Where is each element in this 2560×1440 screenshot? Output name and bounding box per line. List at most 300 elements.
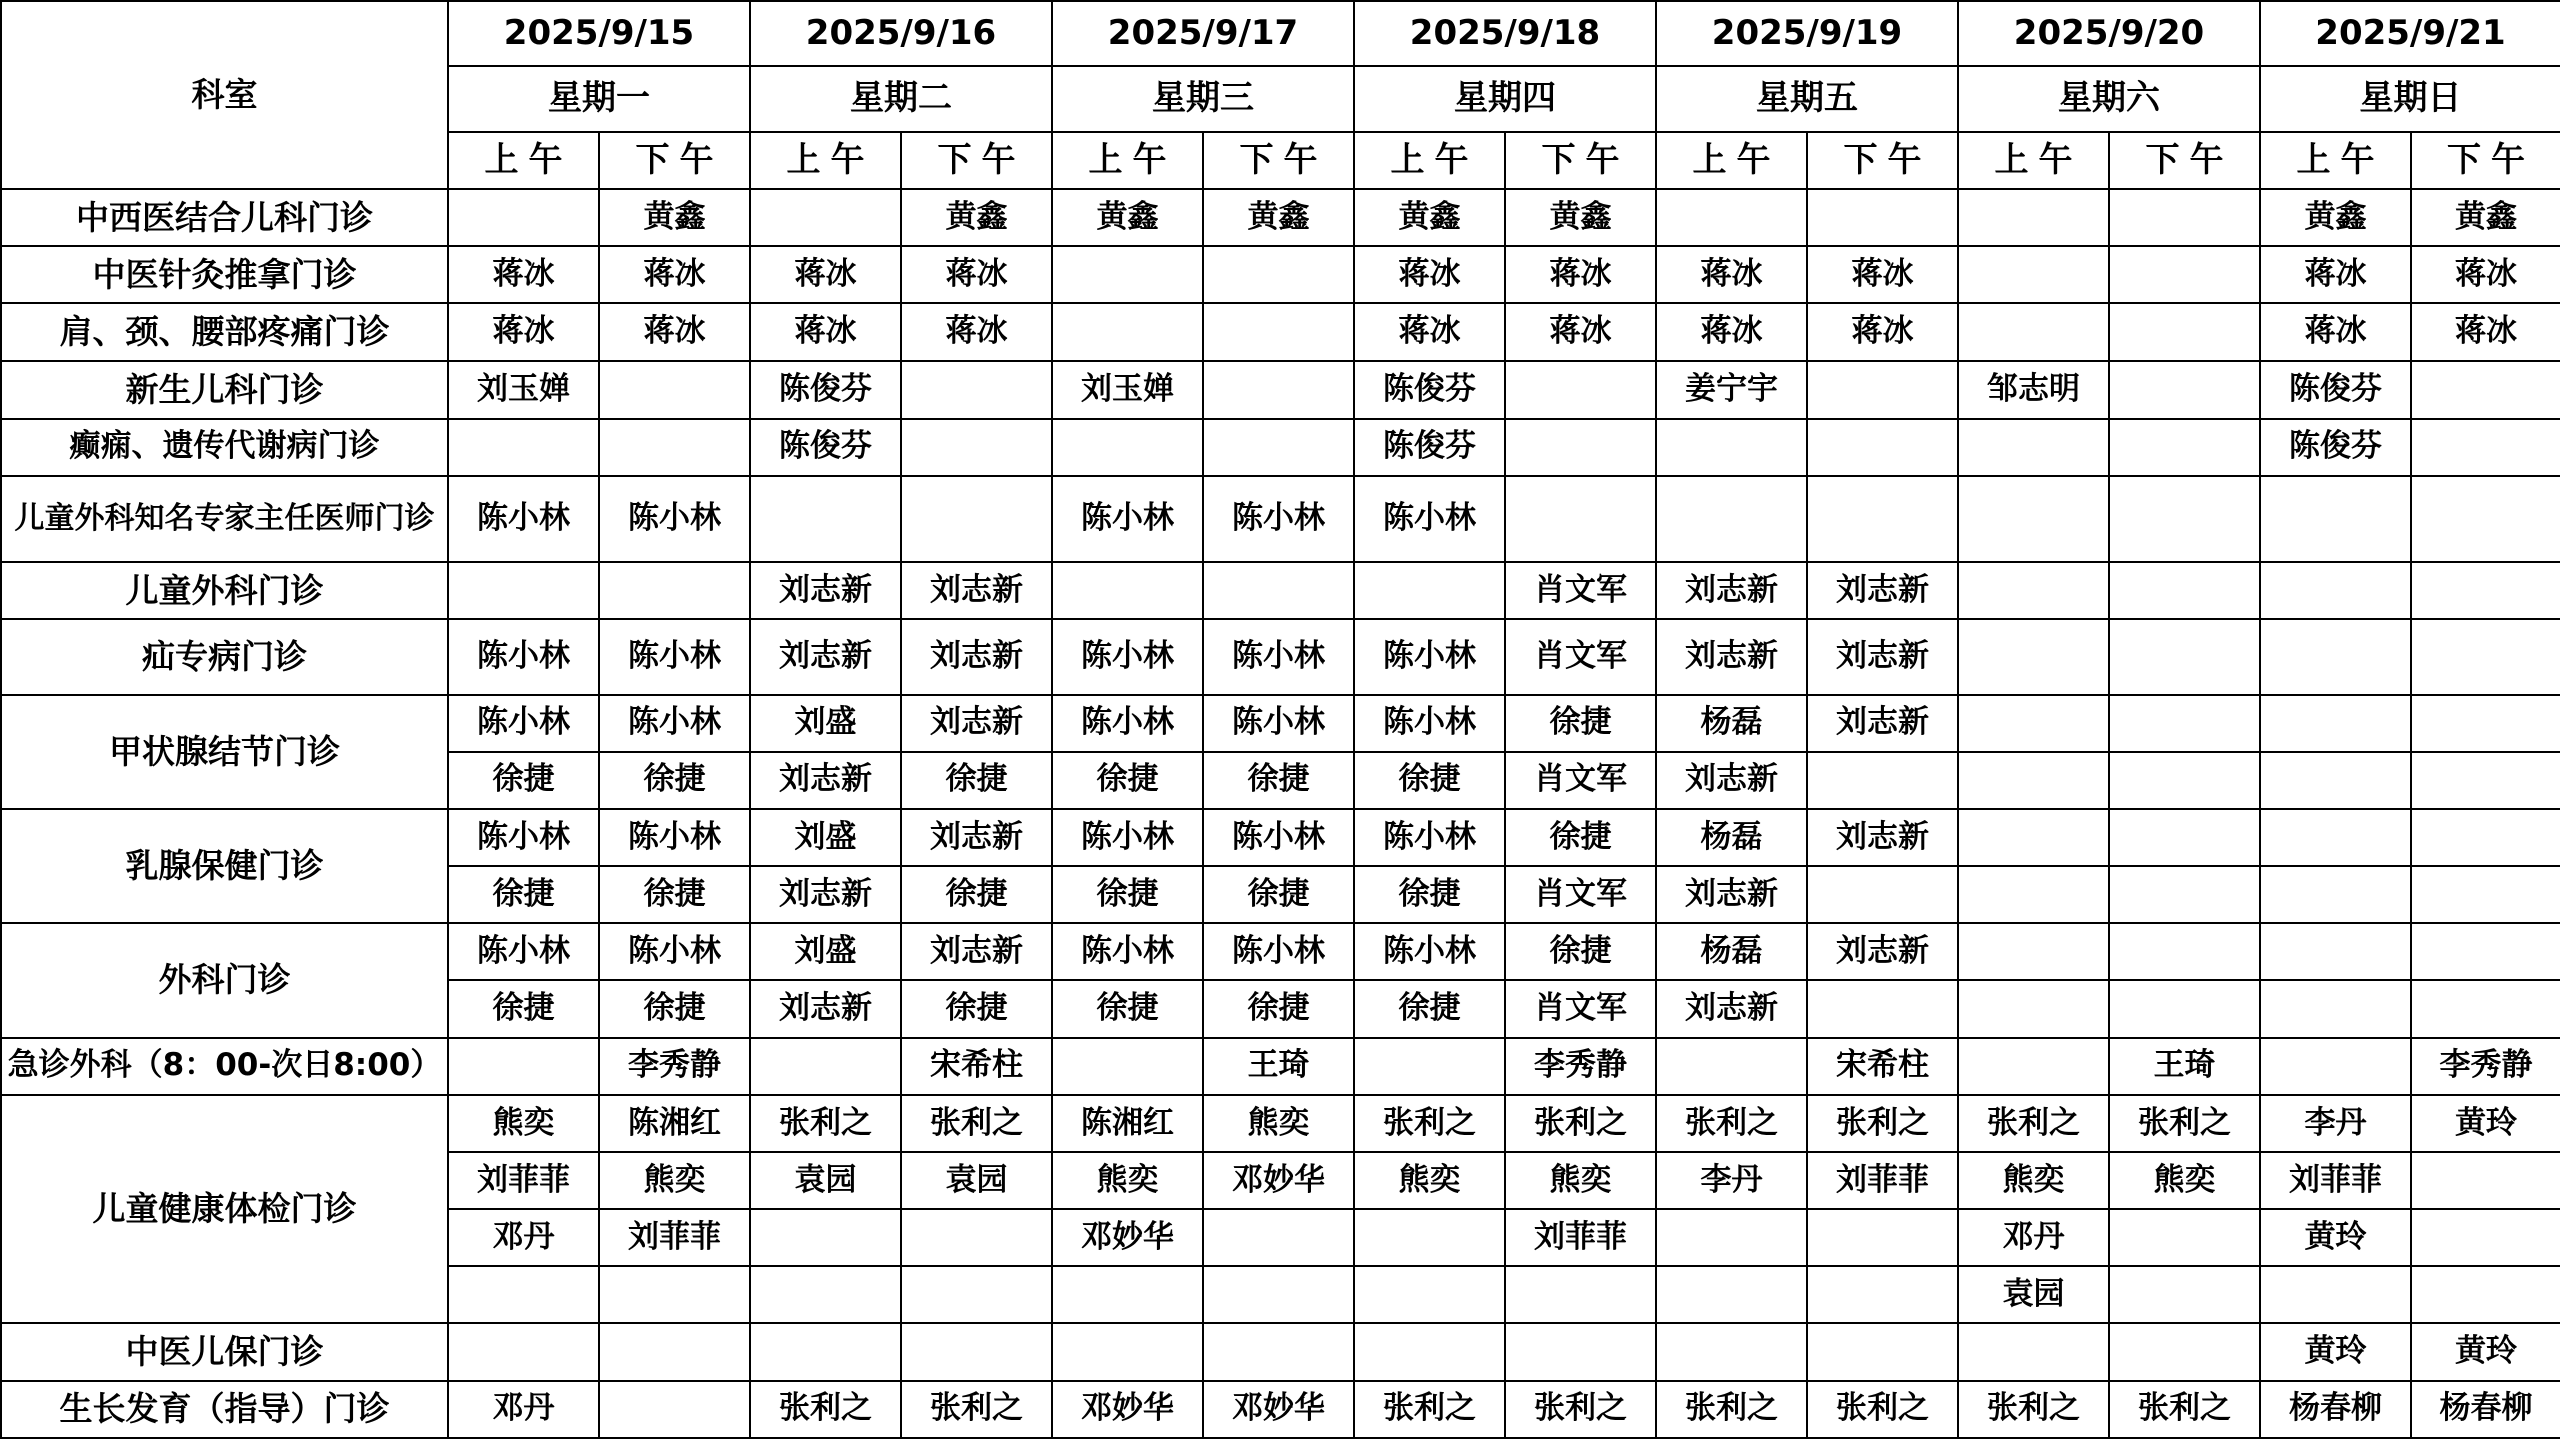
doctor-cell-am: 陈小林 — [1354, 923, 1505, 980]
doctor-cell-am — [1656, 419, 1807, 476]
weekday-header: 星期五 — [1656, 66, 1958, 132]
doctor-cell-pm — [2109, 866, 2260, 923]
doctor-cell-pm: 刘志新 — [1807, 562, 1958, 619]
doctor-cell-am — [2260, 809, 2411, 866]
department-name: 乳腺保健门诊 — [1, 809, 448, 923]
doctor-cell-pm: 肖文军 — [1505, 866, 1656, 923]
doctor-cell-am: 蒋冰 — [2260, 303, 2411, 360]
doctor-cell-pm: 刘志新 — [1807, 695, 1958, 752]
doctor-cell-am: 刘志新 — [750, 866, 901, 923]
doctor-cell-am — [448, 1038, 599, 1095]
doctor-cell-pm — [599, 1381, 750, 1438]
doctor-cell-am: 杨磊 — [1656, 923, 1807, 980]
doctor-cell-am: 黄鑫 — [1052, 189, 1203, 246]
doctor-cell-pm: 徐捷 — [1505, 695, 1656, 752]
doctor-cell-pm — [2109, 809, 2260, 866]
doctor-cell-am: 徐捷 — [448, 980, 599, 1037]
schedule-row — [1, 1323, 2560, 1380]
doctor-cell-am: 蒋冰 — [750, 303, 901, 360]
doctor-cell-pm — [2411, 476, 2560, 562]
doctor-cell-pm — [2109, 361, 2260, 419]
weekday-header: 星期一 — [448, 66, 750, 132]
doctor-cell-am — [1656, 1209, 1807, 1266]
doctor-cell-am: 黄玲 — [2260, 1323, 2411, 1380]
doctor-cell-am: 蒋冰 — [2260, 246, 2411, 303]
doctor-cell-am: 陈小林 — [1354, 476, 1505, 562]
doctor-cell-am: 刘志新 — [1656, 980, 1807, 1037]
doctor-cell-pm: 蒋冰 — [901, 246, 1052, 303]
doctor-cell-am: 徐捷 — [1052, 866, 1203, 923]
doctor-cell-pm: 徐捷 — [901, 866, 1052, 923]
doctor-cell-pm: 陈小林 — [599, 923, 750, 980]
doctor-cell-am — [2260, 1038, 2411, 1095]
doctor-cell-pm — [901, 1209, 1052, 1266]
weekday-header: 星期三 — [1052, 66, 1354, 132]
department-name: 中西医结合儿科门诊 — [1, 189, 448, 246]
schedule-row — [1, 809, 2560, 866]
doctor-cell-am: 熊奕 — [1958, 1152, 2109, 1209]
doctor-cell-am — [750, 476, 901, 562]
doctor-cell-pm — [1203, 1323, 1354, 1380]
doctor-cell-pm — [2411, 1266, 2560, 1323]
schedule-row — [1, 923, 2560, 980]
doctor-cell-am — [1958, 476, 2109, 562]
doctor-cell-am — [1656, 1266, 1807, 1323]
doctor-cell-pm — [2109, 695, 2260, 752]
doctor-cell-pm: 张利之 — [901, 1095, 1052, 1152]
doctor-cell-am: 姜宁宇 — [1656, 361, 1807, 419]
morning-header: 上午 — [448, 132, 599, 189]
doctor-cell-am — [1958, 866, 2109, 923]
date-header: 2025/9/21 — [2260, 1, 2560, 66]
afternoon-header: 下午 — [2109, 132, 2260, 189]
doctor-cell-am: 刘志新 — [750, 980, 901, 1037]
doctor-cell-am — [2260, 866, 2411, 923]
doctor-cell-pm: 王琦 — [2109, 1038, 2260, 1095]
doctor-cell-pm — [2411, 1152, 2560, 1209]
doctor-cell-pm — [1203, 303, 1354, 360]
doctor-cell-am: 张利之 — [1354, 1381, 1505, 1438]
doctor-cell-pm — [2411, 809, 2560, 866]
doctor-cell-am: 刘盛 — [750, 923, 901, 980]
doctor-cell-pm: 陈小林 — [1203, 695, 1354, 752]
doctor-cell-pm — [2109, 303, 2260, 360]
doctor-cell-pm: 李秀静 — [2411, 1038, 2560, 1095]
doctor-cell-pm: 徐捷 — [1203, 752, 1354, 809]
department-name: 急诊外科（8：00-次日8:00） — [1, 1038, 448, 1095]
department-name: 儿童健康体检门诊 — [1, 1095, 448, 1324]
doctor-cell-pm — [2411, 695, 2560, 752]
doctor-cell-am: 袁园 — [1958, 1266, 2109, 1323]
morning-header: 上午 — [2260, 132, 2411, 189]
doctor-cell-am — [1052, 1323, 1203, 1380]
doctor-cell-pm — [1505, 1266, 1656, 1323]
doctor-cell-am: 刘志新 — [1656, 752, 1807, 809]
doctor-cell-am: 刘菲菲 — [448, 1152, 599, 1209]
doctor-cell-am: 张利之 — [1958, 1381, 2109, 1438]
doctor-cell-pm — [901, 419, 1052, 476]
department-name: 中医儿保门诊 — [1, 1323, 448, 1380]
doctor-cell-am — [448, 1266, 599, 1323]
doctor-cell-pm — [1807, 1323, 1958, 1380]
doctor-cell-am: 徐捷 — [1052, 752, 1203, 809]
doctor-cell-am: 陈俊芬 — [1354, 361, 1505, 419]
doctor-cell-am: 袁园 — [750, 1152, 901, 1209]
doctor-cell-pm — [2109, 1209, 2260, 1266]
doctor-cell-pm: 李秀静 — [1505, 1038, 1656, 1095]
doctor-cell-pm: 蒋冰 — [1505, 303, 1656, 360]
schedule-row — [1, 619, 2560, 694]
doctor-cell-am: 陈俊芬 — [2260, 361, 2411, 419]
doctor-cell-pm — [2109, 619, 2260, 694]
doctor-cell-pm: 陈小林 — [599, 476, 750, 562]
doctor-cell-pm: 黄玲 — [2411, 1095, 2560, 1152]
doctor-cell-pm — [1505, 476, 1656, 562]
doctor-cell-am: 陈小林 — [448, 476, 599, 562]
doctor-cell-pm: 蒋冰 — [1807, 246, 1958, 303]
doctor-cell-pm: 刘志新 — [901, 809, 1052, 866]
doctor-cell-pm: 陈小林 — [599, 695, 750, 752]
doctor-cell-pm — [1807, 1266, 1958, 1323]
doctor-cell-pm — [1203, 246, 1354, 303]
schedule-row — [1, 303, 2560, 360]
doctor-cell-pm: 张利之 — [1505, 1095, 1656, 1152]
doctor-cell-am — [2260, 619, 2411, 694]
schedule-row — [1, 361, 2560, 419]
doctor-cell-pm: 李秀静 — [599, 1038, 750, 1095]
doctor-cell-am — [1354, 1323, 1505, 1380]
doctor-cell-am: 陈小林 — [1354, 619, 1505, 694]
doctor-cell-am: 陈俊芬 — [1354, 419, 1505, 476]
doctor-cell-am: 陈小林 — [1052, 923, 1203, 980]
doctor-cell-am — [1052, 1266, 1203, 1323]
doctor-cell-am — [750, 1323, 901, 1380]
doctor-cell-am — [1656, 189, 1807, 246]
doctor-cell-pm: 肖文军 — [1505, 752, 1656, 809]
doctor-cell-pm: 宋希柱 — [1807, 1038, 1958, 1095]
doctor-cell-am: 徐捷 — [448, 752, 599, 809]
doctor-cell-am: 陈小林 — [1354, 809, 1505, 866]
doctor-cell-pm: 徐捷 — [1505, 809, 1656, 866]
doctor-cell-am: 张利之 — [1656, 1381, 1807, 1438]
doctor-cell-pm: 刘志新 — [901, 619, 1052, 694]
doctor-cell-am: 邓丹 — [448, 1209, 599, 1266]
doctor-cell-am — [1958, 809, 2109, 866]
department-name: 疝专病门诊 — [1, 619, 448, 694]
doctor-cell-am — [750, 1038, 901, 1095]
afternoon-header: 下午 — [1203, 132, 1354, 189]
doctor-cell-pm: 陈小林 — [1203, 923, 1354, 980]
doctor-cell-am — [448, 562, 599, 619]
doctor-cell-am — [750, 1266, 901, 1323]
doctor-cell-am — [1958, 189, 2109, 246]
weekday-header: 星期日 — [2260, 66, 2560, 132]
doctor-cell-am: 刘玉婵 — [448, 361, 599, 419]
doctor-cell-pm: 刘志新 — [1807, 809, 1958, 866]
doctor-cell-pm — [1807, 752, 1958, 809]
doctor-cell-pm — [1807, 419, 1958, 476]
doctor-cell-pm: 刘菲菲 — [599, 1209, 750, 1266]
doctor-cell-pm — [2109, 246, 2260, 303]
afternoon-header: 下午 — [599, 132, 750, 189]
doctor-cell-am — [1354, 1266, 1505, 1323]
department-column-header: 科室 — [1, 1, 448, 189]
doctor-cell-am — [1958, 923, 2109, 980]
doctor-cell-am — [1958, 303, 2109, 360]
schedule-row — [1, 1095, 2560, 1152]
doctor-cell-pm: 邓妙华 — [1203, 1381, 1354, 1438]
doctor-cell-pm — [2411, 980, 2560, 1037]
doctor-cell-am — [448, 189, 599, 246]
department-name: 肩、颈、腰部疼痛门诊 — [1, 303, 448, 360]
doctor-cell-pm: 熊奕 — [1505, 1152, 1656, 1209]
doctor-cell-am: 张利之 — [1656, 1095, 1807, 1152]
morning-header: 上午 — [1354, 132, 1505, 189]
doctor-cell-pm: 黄鑫 — [1203, 189, 1354, 246]
doctor-cell-am: 黄鑫 — [1354, 189, 1505, 246]
doctor-cell-am: 陈小林 — [448, 695, 599, 752]
schedule-row — [1, 695, 2560, 752]
morning-header: 上午 — [750, 132, 901, 189]
doctor-cell-pm — [901, 361, 1052, 419]
doctor-cell-am — [1354, 562, 1505, 619]
doctor-cell-pm: 陈小林 — [1203, 476, 1354, 562]
doctor-cell-am — [1958, 562, 2109, 619]
doctor-cell-pm: 蒋冰 — [1807, 303, 1958, 360]
doctor-cell-pm: 徐捷 — [1505, 923, 1656, 980]
morning-header: 上午 — [1052, 132, 1203, 189]
doctor-cell-pm: 张利之 — [2109, 1095, 2260, 1152]
doctor-cell-am: 熊奕 — [1052, 1152, 1203, 1209]
doctor-cell-am — [1958, 1038, 2109, 1095]
afternoon-header: 下午 — [2411, 132, 2560, 189]
doctor-cell-pm: 杨春柳 — [2411, 1381, 2560, 1438]
doctor-cell-am — [1052, 419, 1203, 476]
department-name: 中医针灸推拿门诊 — [1, 246, 448, 303]
doctor-cell-am: 杨磊 — [1656, 695, 1807, 752]
doctor-cell-pm: 张利之 — [1807, 1095, 1958, 1152]
doctor-cell-am: 李丹 — [1656, 1152, 1807, 1209]
doctor-cell-pm — [2411, 866, 2560, 923]
doctor-cell-pm: 熊奕 — [1203, 1095, 1354, 1152]
doctor-cell-am: 熊奕 — [1354, 1152, 1505, 1209]
doctor-cell-pm: 刘菲菲 — [1505, 1209, 1656, 1266]
doctor-cell-am: 邹志明 — [1958, 361, 2109, 419]
doctor-cell-pm — [1203, 1209, 1354, 1266]
doctor-cell-am — [2260, 695, 2411, 752]
doctor-cell-pm — [1807, 189, 1958, 246]
date-header: 2025/9/16 — [750, 1, 1052, 66]
doctor-cell-pm: 熊奕 — [2109, 1152, 2260, 1209]
doctor-cell-pm: 宋希柱 — [901, 1038, 1052, 1095]
department-name: 外科门诊 — [1, 923, 448, 1037]
doctor-cell-am: 张利之 — [1354, 1095, 1505, 1152]
doctor-cell-am — [448, 1323, 599, 1380]
doctor-cell-am — [1656, 476, 1807, 562]
doctor-cell-am — [2260, 980, 2411, 1037]
doctor-cell-pm: 蒋冰 — [599, 246, 750, 303]
doctor-cell-am: 蒋冰 — [750, 246, 901, 303]
doctor-cell-pm — [2109, 419, 2260, 476]
doctor-cell-pm: 蒋冰 — [2411, 246, 2560, 303]
doctor-cell-am — [448, 419, 599, 476]
doctor-cell-pm — [2109, 562, 2260, 619]
doctor-cell-pm — [1505, 361, 1656, 419]
doctor-cell-am — [1958, 980, 2109, 1037]
schedule-header — [1, 1, 2560, 189]
doctor-cell-am — [1958, 419, 2109, 476]
doctor-cell-am: 陈小林 — [1052, 809, 1203, 866]
doctor-cell-am: 徐捷 — [1052, 980, 1203, 1037]
department-name: 癫痫、遗传代谢病门诊 — [1, 419, 448, 476]
doctor-cell-pm: 黄鑫 — [2411, 189, 2560, 246]
doctor-cell-am: 陈小林 — [1052, 476, 1203, 562]
doctor-cell-am: 邓妙华 — [1052, 1209, 1203, 1266]
doctor-cell-am: 张利之 — [750, 1095, 901, 1152]
doctor-cell-pm — [1505, 419, 1656, 476]
afternoon-header: 下午 — [901, 132, 1052, 189]
doctor-cell-pm: 肖文军 — [1505, 619, 1656, 694]
doctor-cell-pm: 熊奕 — [599, 1152, 750, 1209]
doctor-cell-am: 蒋冰 — [448, 303, 599, 360]
date-header: 2025/9/19 — [1656, 1, 1958, 66]
doctor-cell-am — [1354, 1209, 1505, 1266]
doctor-cell-am: 陈小林 — [448, 619, 599, 694]
doctor-cell-am: 刘志新 — [750, 752, 901, 809]
doctor-cell-am: 刘菲菲 — [2260, 1152, 2411, 1209]
doctor-cell-am: 张利之 — [750, 1381, 901, 1438]
doctor-cell-pm: 徐捷 — [1203, 866, 1354, 923]
doctor-cell-pm: 徐捷 — [901, 980, 1052, 1037]
doctor-cell-am — [1958, 1323, 2109, 1380]
doctor-cell-am: 徐捷 — [1354, 866, 1505, 923]
doctor-cell-am: 刘志新 — [1656, 562, 1807, 619]
doctor-cell-am: 邓妙华 — [1052, 1381, 1203, 1438]
doctor-cell-pm — [2109, 476, 2260, 562]
doctor-cell-pm — [2109, 752, 2260, 809]
doctor-cell-am: 陈小林 — [448, 809, 599, 866]
doctor-cell-am: 徐捷 — [448, 866, 599, 923]
department-name: 新生儿科门诊 — [1, 361, 448, 419]
doctor-cell-am: 刘志新 — [750, 619, 901, 694]
doctor-cell-am: 陈俊芬 — [750, 361, 901, 419]
weekday-header: 星期四 — [1354, 66, 1656, 132]
weekday-header: 星期六 — [1958, 66, 2260, 132]
doctor-cell-pm: 蒋冰 — [2411, 303, 2560, 360]
doctor-cell-pm — [901, 1323, 1052, 1380]
doctor-cell-pm — [2109, 189, 2260, 246]
doctor-cell-pm: 陈湘红 — [599, 1095, 750, 1152]
schedule-row — [1, 419, 2560, 476]
afternoon-header: 下午 — [1807, 132, 1958, 189]
doctor-cell-pm — [2109, 1266, 2260, 1323]
doctor-cell-am: 刘盛 — [750, 695, 901, 752]
doctor-cell-pm: 张利之 — [901, 1381, 1052, 1438]
doctor-cell-am: 刘志新 — [1656, 866, 1807, 923]
doctor-cell-pm: 刘志新 — [901, 923, 1052, 980]
doctor-cell-pm — [599, 419, 750, 476]
doctor-cell-am: 陈湘红 — [1052, 1095, 1203, 1152]
doctor-cell-am — [1958, 246, 2109, 303]
doctor-cell-pm — [2109, 980, 2260, 1037]
doctor-cell-am — [1656, 1038, 1807, 1095]
doctor-cell-pm: 黄鑫 — [1505, 189, 1656, 246]
doctor-cell-am: 徐捷 — [1354, 752, 1505, 809]
doctor-cell-am: 蒋冰 — [1656, 303, 1807, 360]
doctor-cell-pm — [599, 1266, 750, 1323]
doctor-cell-pm: 邓妙华 — [1203, 1152, 1354, 1209]
doctor-cell-pm: 陈小林 — [1203, 619, 1354, 694]
department-name: 儿童外科门诊 — [1, 562, 448, 619]
doctor-cell-am — [2260, 562, 2411, 619]
doctor-cell-am: 刘志新 — [1656, 619, 1807, 694]
date-header: 2025/9/17 — [1052, 1, 1354, 66]
doctor-cell-am — [1656, 1323, 1807, 1380]
morning-header: 上午 — [1958, 132, 2109, 189]
doctor-cell-am — [750, 189, 901, 246]
doctor-cell-pm — [1807, 1209, 1958, 1266]
doctor-cell-pm: 张利之 — [2109, 1381, 2260, 1438]
schedule-row — [1, 562, 2560, 619]
doctor-cell-pm — [599, 1323, 750, 1380]
doctor-cell-pm — [1807, 476, 1958, 562]
doctor-cell-am — [1958, 752, 2109, 809]
doctor-cell-am: 蒋冰 — [1354, 303, 1505, 360]
doctor-cell-pm — [1203, 562, 1354, 619]
doctor-cell-am: 陈小林 — [1052, 619, 1203, 694]
doctor-cell-pm — [599, 361, 750, 419]
morning-header: 上午 — [1656, 132, 1807, 189]
doctor-cell-am — [2260, 476, 2411, 562]
doctor-cell-pm: 刘菲菲 — [1807, 1152, 1958, 1209]
date-header: 2025/9/18 — [1354, 1, 1656, 66]
doctor-cell-pm — [2411, 1209, 2560, 1266]
department-name: 甲状腺结节门诊 — [1, 695, 448, 809]
doctor-cell-am — [2260, 1266, 2411, 1323]
schedule-body — [1, 189, 2560, 1438]
doctor-cell-pm: 黄鑫 — [599, 189, 750, 246]
schedule-row — [1, 476, 2560, 562]
doctor-cell-pm — [1807, 980, 1958, 1037]
doctor-cell-am: 杨磊 — [1656, 809, 1807, 866]
doctor-cell-am — [1052, 303, 1203, 360]
doctor-cell-pm — [2411, 419, 2560, 476]
doctor-cell-pm — [2411, 562, 2560, 619]
department-name: 儿童外科知名专家主任医师门诊 — [1, 476, 448, 562]
doctor-cell-pm — [2109, 1323, 2260, 1380]
doctor-cell-am: 陈俊芬 — [2260, 419, 2411, 476]
doctor-cell-am — [1354, 1038, 1505, 1095]
doctor-cell-am — [2260, 923, 2411, 980]
doctor-cell-pm — [1203, 361, 1354, 419]
doctor-cell-am: 黄玲 — [2260, 1209, 2411, 1266]
doctor-cell-pm: 蒋冰 — [599, 303, 750, 360]
schedule-row — [1, 189, 2560, 246]
doctor-cell-pm: 刘志新 — [1807, 923, 1958, 980]
doctor-cell-am: 蒋冰 — [1354, 246, 1505, 303]
doctor-cell-pm — [1807, 866, 1958, 923]
weekday-header: 星期二 — [750, 66, 1052, 132]
doctor-cell-pm: 肖文军 — [1505, 562, 1656, 619]
doctor-cell-pm — [2411, 361, 2560, 419]
doctor-cell-pm — [2109, 923, 2260, 980]
doctor-cell-am: 邓丹 — [448, 1381, 599, 1438]
doctor-cell-pm — [901, 476, 1052, 562]
doctor-cell-pm: 徐捷 — [1203, 980, 1354, 1037]
doctor-cell-am — [750, 1209, 901, 1266]
doctor-cell-pm — [2411, 923, 2560, 980]
doctor-cell-am — [1052, 1038, 1203, 1095]
